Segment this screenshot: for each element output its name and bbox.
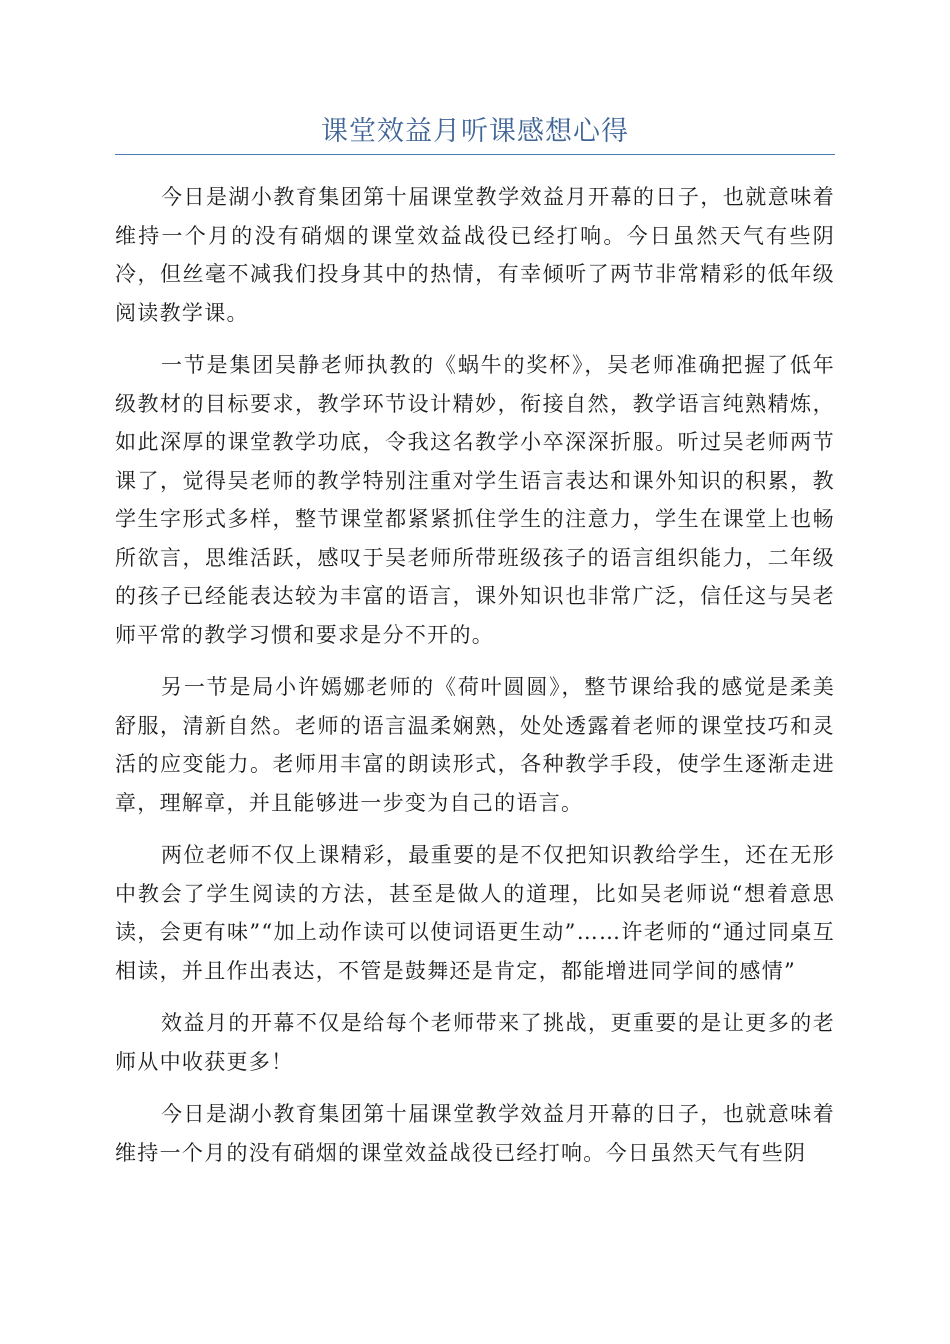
title-underline	[115, 154, 835, 155]
paragraph: 另一节是局小许嫣娜老师的《荷叶圆圆》，整节课给我的感觉是柔美舒服，清新自然。老师的语言温柔娴熟，处处透露着老师的课堂技巧和灵活的应变能力。老师用丰富的朗读形式，各种教学手段，使学生逐渐走进章，理解章，并且能够进一步变为自己的语言。	[115, 675, 835, 815]
paragraph: 一节是集团吴静老师执教的《蜗牛的奖杯》，吴老师准确把握了低年级教材的目标要求，教学环节设计精妙，衔接自然，教学语言纯熟精炼，如此深厚的课堂教学功底，令我这名教学小卒深深折服。听过吴老师两节课了，觉得吴老师的教学特别注重对学生语言表达和课外知识的积累，教学生字形式多样，整节课堂都紧紧抓住学生的注意力，学生在课堂上也畅所欲言，思维活跃，感叹于吴老师所带班级孩子的语言组织能力，二年级的孩子已经能表达较为丰富的语言，课外知识也非常广泛，信任这与吴老师平常的教学习惯和要求是分不开的。	[115, 353, 835, 647]
paragraph: 今日是湖小教育集团第十届课堂教学效益月开幕的日子，也就意味着维持一个月的没有硝烟的课堂效益战役已经打响。今日虽然天气有些阴	[115, 1102, 835, 1165]
paragraph: 两位老师不仅上课精彩，最重要的是不仅把知识教给学生，还在无形中教会了学生阅读的方法，甚至是做人的道理，比如吴老师说“想着意思读，会更有味”“加上动作读可以使词语更生动”……许老师的“通过同桌互相读，并且作出表达，不管是鼓舞还是肯定，都能增进同学间的感情”	[115, 843, 835, 983]
paragraph: 效益月的开幕不仅是给每个老师带来了挑战，更重要的是让更多的老师从中收获更多！	[115, 1011, 835, 1074]
document-title: 课堂效益月听课感想心得	[321, 116, 629, 147]
paragraph: 今日是湖小教育集团第十届课堂教学效益月开幕的日子，也就意味着维持一个月的没有硝烟的课堂效益战役已经打响。今日虽然天气有些阴冷，但丝毫不减我们投身其中的热情，有幸倾听了两节非常精彩的低年级阅读教学课。	[115, 185, 835, 325]
document-body	[115, 178, 835, 1186]
